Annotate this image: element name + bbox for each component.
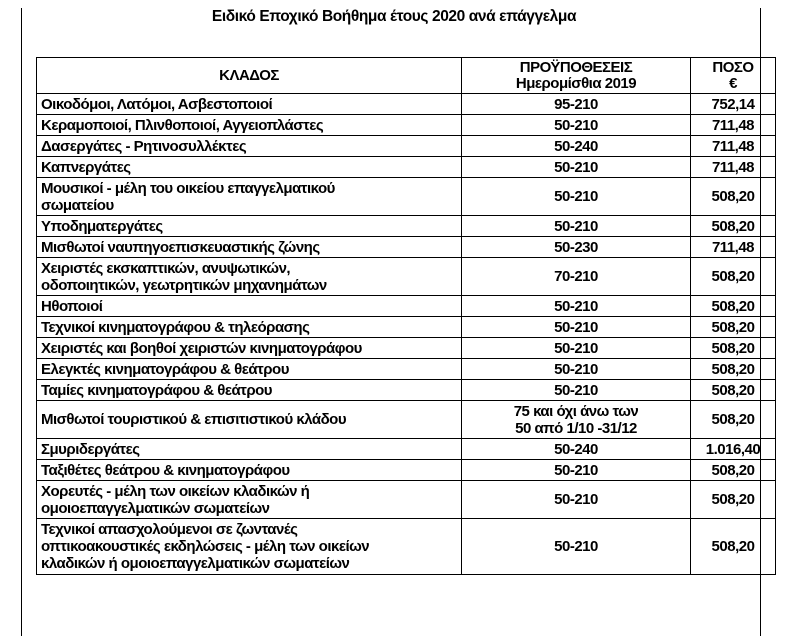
branch-text: Κεραμοποιοί, Πλινθοποιοί, Αγγειοπλάστες [41, 116, 324, 134]
conditions-cell [462, 439, 691, 460]
conditions-text: 50-240 [554, 137, 598, 155]
conditions-cell [462, 237, 691, 258]
conditions-cell [462, 94, 691, 115]
table-row [37, 359, 776, 380]
header-amount-currency: € [729, 74, 737, 92]
branch-text: κλαδικών ή ομοιοεπαγγελματικών σωματείων [41, 555, 350, 572]
header-amount [691, 58, 776, 94]
amount-text: 508,20 [711, 318, 755, 336]
amount-cell [691, 258, 776, 296]
branch-text: Σμυριδεργάτες [41, 440, 140, 458]
amount-cell [691, 338, 776, 359]
amount-text: 508,20 [711, 381, 755, 399]
branch-cell [37, 136, 462, 157]
branch-text: Μισθωτοί ναυπηγοεπισκευαστικής ζώνης [41, 238, 320, 256]
conditions-cell [462, 178, 691, 216]
conditions-cell [462, 317, 691, 338]
branch-cell [37, 237, 462, 258]
conditions-text: 50-210 [554, 538, 598, 555]
branch-text: Καπνεργάτες [41, 158, 131, 176]
amount-cell [691, 460, 776, 481]
branch-text: Χορευτές - μέλη των οικείων κλαδικών ή [41, 482, 310, 500]
amount-text: 508,20 [711, 538, 755, 555]
table-row [37, 216, 776, 237]
header-conditions [462, 58, 691, 94]
branch-text: Χειριστές εκσκαπτικών, ανυψωτικών, [41, 259, 291, 277]
page-title: Ειδικό Εποχικό Βοήθημα έτους 2020 ανά επάγγελμα [211, 8, 577, 25]
branch-text: ομοιοεπαγγελματικών σωματείων [41, 499, 270, 517]
header-conditions-sublabel: Ημερομίσθια 2019 [515, 74, 637, 92]
header-branch-label: ΚΛΑΔΟΣ [219, 66, 279, 84]
amount-text: 508,20 [711, 217, 755, 235]
conditions-cell [462, 296, 691, 317]
conditions-text: 50-210 [554, 491, 598, 508]
conditions-text: 50-210 [554, 381, 598, 399]
amount-cell [691, 157, 776, 178]
conditions-cell [462, 380, 691, 401]
table-row [37, 439, 776, 460]
branch-text: Τεχνικοί κινηματογράφου & τηλεόρασης [41, 318, 310, 336]
branch-text: οδοποιητικών, γεωτρητικών μηχανημάτων [41, 276, 327, 294]
header-amount-label: ΠΟΣΟ [712, 58, 754, 76]
conditions-cell [462, 401, 691, 439]
conditions-text: 50-230 [554, 238, 598, 256]
conditions-cell [462, 157, 691, 178]
branch-text: Μουσικοί - μέλη του οικείου επαγγελματικού [41, 179, 335, 197]
branch-text: Οικοδόμοι, Λατόμοι, Ασβεστοποιοί [41, 95, 273, 113]
branch-cell [37, 115, 462, 136]
table-row [37, 460, 776, 481]
amount-cell [691, 401, 776, 439]
amount-cell [691, 439, 776, 460]
conditions-text: 75 και όχι άνω των [513, 402, 639, 420]
amount-text: 711,48 [711, 238, 755, 256]
amount-cell [691, 136, 776, 157]
conditions-cell [462, 216, 691, 237]
conditions-text: 50-210 [554, 116, 598, 134]
amount-text: 508,20 [711, 411, 755, 428]
branch-text: Ελεγκτές κινηματογράφου & θεάτρου [41, 360, 289, 378]
amount-text: 508,20 [711, 339, 755, 357]
table-row [37, 258, 776, 296]
amount-cell [691, 216, 776, 237]
amount-text: 508,20 [711, 360, 755, 378]
branch-text: Τεχνικοί απασχολούμενοι σε ζωντανές [41, 521, 298, 538]
conditions-cell [462, 481, 691, 519]
conditions-text: 50-210 [554, 318, 598, 336]
conditions-cell [462, 519, 691, 575]
conditions-cell [462, 136, 691, 157]
table-row [37, 237, 776, 258]
amount-cell [691, 237, 776, 258]
table-row [37, 115, 776, 136]
branch-text: Ταξιθέτες θεάτρου & κινηματογράφου [41, 461, 290, 479]
amount-text: 508,20 [711, 268, 755, 285]
branch-text: Χειριστές και βοηθοί χειριστών κινηματογράφου [41, 339, 362, 357]
amount-cell [691, 380, 776, 401]
branch-cell [37, 317, 462, 338]
header-branch [37, 58, 462, 94]
branch-cell [37, 380, 462, 401]
amount-text: 508,20 [711, 297, 755, 315]
amount-text: 752,14 [711, 95, 755, 113]
conditions-cell [462, 338, 691, 359]
table-row [37, 519, 776, 575]
branch-cell [37, 178, 462, 216]
amount-cell [691, 94, 776, 115]
table-body [37, 94, 776, 575]
amount-cell [691, 481, 776, 519]
table-row [37, 317, 776, 338]
branch-cell [37, 338, 462, 359]
conditions-text: 50-210 [554, 158, 598, 176]
table-row [37, 338, 776, 359]
conditions-text: 50 από 1/10 -31/12 [515, 419, 637, 437]
conditions-text: 50-210 [554, 188, 598, 205]
conditions-cell [462, 460, 691, 481]
branch-cell [37, 296, 462, 317]
table-row [37, 136, 776, 157]
amount-text: 508,20 [711, 461, 755, 479]
branch-text: σωματείου [41, 196, 114, 214]
branch-text: Μισθωτοί τουριστικού & επισιτιστικού κλάδου [41, 411, 347, 428]
amount-text: 508,20 [711, 491, 755, 508]
branch-text: Ηθοποιοί [41, 297, 103, 315]
branch-cell [37, 258, 462, 296]
conditions-cell [462, 258, 691, 296]
branch-cell [37, 481, 462, 519]
table-row [37, 178, 776, 216]
conditions-text: 50-210 [554, 297, 598, 315]
branch-text: Υποδηματεργάτες [41, 217, 163, 235]
amount-text: 711,48 [711, 158, 755, 176]
conditions-text: 50-210 [554, 461, 598, 479]
table-header-row [37, 58, 776, 94]
conditions-cell [462, 359, 691, 380]
branch-text: οπτικοακουστικές εκδηλώσεις - μέλη των οικείων [41, 538, 370, 555]
table-row [37, 157, 776, 178]
amount-text: 711,48 [711, 116, 755, 134]
conditions-text: 50-210 [554, 339, 598, 357]
branch-cell [37, 94, 462, 115]
amount-cell [691, 519, 776, 575]
table-row [37, 296, 776, 317]
conditions-text: 70-210 [554, 268, 598, 285]
conditions-text: 50-210 [554, 360, 598, 378]
branch-cell [37, 157, 462, 178]
branch-cell [37, 460, 462, 481]
conditions-text: 50-240 [554, 440, 598, 458]
table-row [37, 481, 776, 519]
table-row [37, 401, 776, 439]
branch-cell [37, 519, 462, 575]
amount-text: 711,48 [711, 137, 755, 155]
branch-cell [37, 401, 462, 439]
amount-cell [691, 317, 776, 338]
amount-text: 1.016,40 [705, 440, 761, 458]
table-row [37, 380, 776, 401]
conditions-text: 50-210 [554, 217, 598, 235]
branch-text: Ταμίες κινηματογράφου & θεάτρου [41, 381, 273, 399]
branch-cell [37, 359, 462, 380]
branch-cell [37, 439, 462, 460]
branch-text: Δασεργάτες - Ρητινοσυλλέκτες [41, 137, 247, 155]
allowance-table [36, 57, 776, 575]
conditions-cell [462, 115, 691, 136]
amount-cell [691, 178, 776, 216]
branch-cell [37, 216, 462, 237]
amount-cell [691, 296, 776, 317]
amount-cell [691, 359, 776, 380]
amount-text: 508,20 [711, 188, 755, 205]
header-conditions-label: ΠΡΟΫΠΟΘΕΣΕΙΣ [519, 58, 633, 76]
conditions-text: 95-210 [554, 95, 598, 113]
table-row [37, 94, 776, 115]
amount-cell [691, 115, 776, 136]
